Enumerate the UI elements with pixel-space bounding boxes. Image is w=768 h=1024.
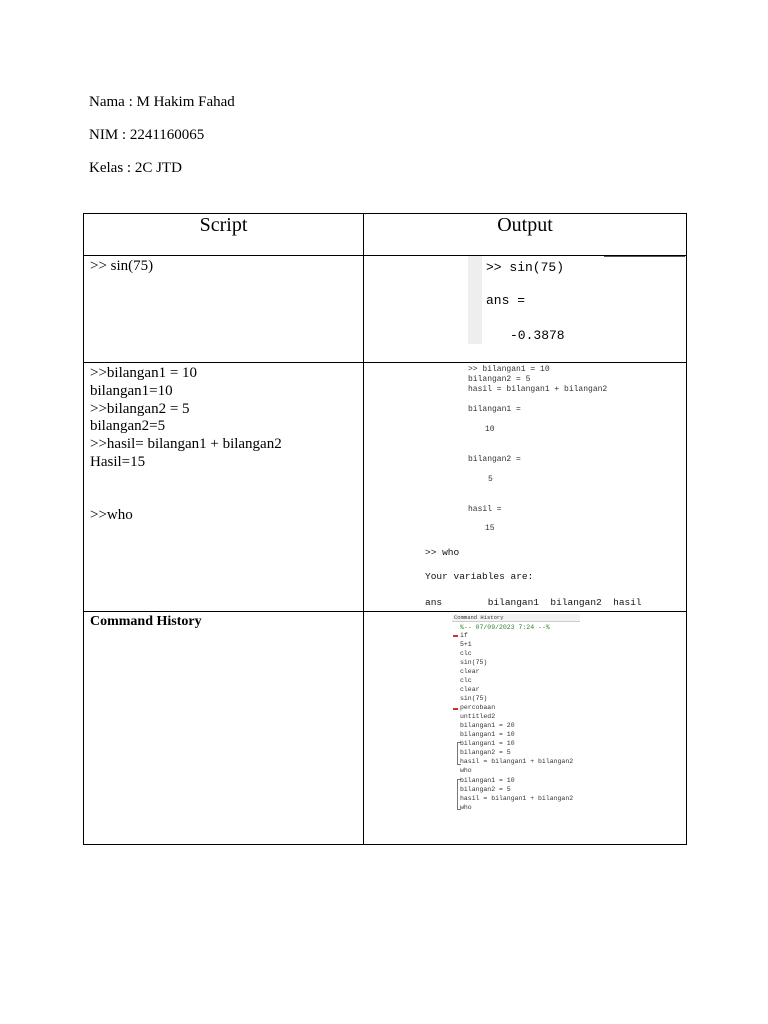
history-item[interactable]: bilangan1 = 10 [460,777,515,784]
history-item[interactable]: clc [460,650,472,657]
history-item[interactable]: sin(75) [460,695,488,702]
history-item[interactable]: 5+1 [460,641,472,648]
history-item[interactable]: clear [460,686,480,693]
history-item[interactable]: untitled2 [460,713,496,720]
script-line: >>hasil= bilangan1 + bilangan2 [90,436,282,453]
output-cell-sin [364,256,687,363]
output-line: 5 [488,475,493,484]
history-item[interactable]: clc [460,677,472,684]
output-line: Your variables are: [425,571,534,582]
script-line: >> sin(75) [90,258,154,274]
student-nim: NIM : 2241160065 [89,127,205,143]
output-command: >> sin(75) [486,260,565,275]
output-line: 10 [485,425,495,434]
output-line: hasil = [468,505,502,514]
header-output: Output [364,214,687,256]
output-cell-history [364,612,687,845]
header-script: Script [84,214,364,256]
script-line: >>bilangan1 = 10 [90,365,198,381]
table-header-row [84,214,687,256]
history-item[interactable]: clear [460,668,480,675]
history-item[interactable]: bilangan1 = 10 [460,731,515,738]
output-line: ans bilangan1 bilangan2 hasil [425,597,642,608]
output-line: >> bilangan1 = 10 [468,365,550,374]
history-panel-title: Command History [452,614,580,622]
gutter-bar [468,256,482,344]
output-ans-value: -0.3878 [510,328,565,343]
script-line: bilangan1=10 [90,382,173,399]
student-name: Nama : M Hakim Fahad [89,94,235,110]
history-item[interactable]: bilangan1 = 20 [460,722,515,729]
student-class: Kelas : 2C JTD [89,160,182,176]
output-line: >> who [425,547,460,558]
script-cell-bilangan [84,363,364,612]
output-line: bilangan2 = 5 [468,375,531,384]
output-cell-bilangan [364,363,687,612]
session-marker-icon [453,635,458,637]
script-cell-sin [84,256,364,363]
history-item[interactable]: who [460,804,472,811]
script-line: Hasil=15 [90,453,146,470]
session-marker-icon [453,708,458,710]
history-session: %-- 07/09/2023 7:24 --% [460,624,550,631]
matlab-output-bilangan [364,363,686,611]
history-item[interactable]: sin(75) [460,659,488,666]
script-cell-history [84,612,364,845]
table-row [84,363,687,612]
output-line: hasil = bilangan1 + bilangan2 [468,385,608,394]
script-line: >>who [90,506,133,523]
history-item[interactable]: bilangan2 = 5 [460,749,511,756]
history-item[interactable]: percobaan [460,704,496,711]
output-ans-label: ans = [486,293,526,308]
history-item[interactable]: hasil = bilangan1 + bilangan2 [460,795,574,802]
history-item[interactable]: if [460,632,468,639]
output-line: bilangan1 = [468,405,521,414]
history-item[interactable]: bilangan2 = 5 [460,786,511,793]
matlab-output-sin [364,256,686,362]
command-history-panel [364,612,686,844]
table-row [84,612,687,845]
history-item[interactable]: who [460,767,472,774]
table-row [84,256,687,363]
command-history-label: Command History [90,614,202,629]
script-line: bilangan2=5 [90,418,166,435]
output-line: bilangan2 = [468,455,521,464]
history-item[interactable]: hasil = bilangan1 + bilangan2 [460,758,574,765]
script-line: >>bilangan2 = 5 [90,400,190,417]
history-item[interactable]: bilangan1 = 10 [460,740,515,747]
script-output-table [83,213,687,845]
divider-line [604,256,685,257]
output-line: 15 [485,524,495,533]
